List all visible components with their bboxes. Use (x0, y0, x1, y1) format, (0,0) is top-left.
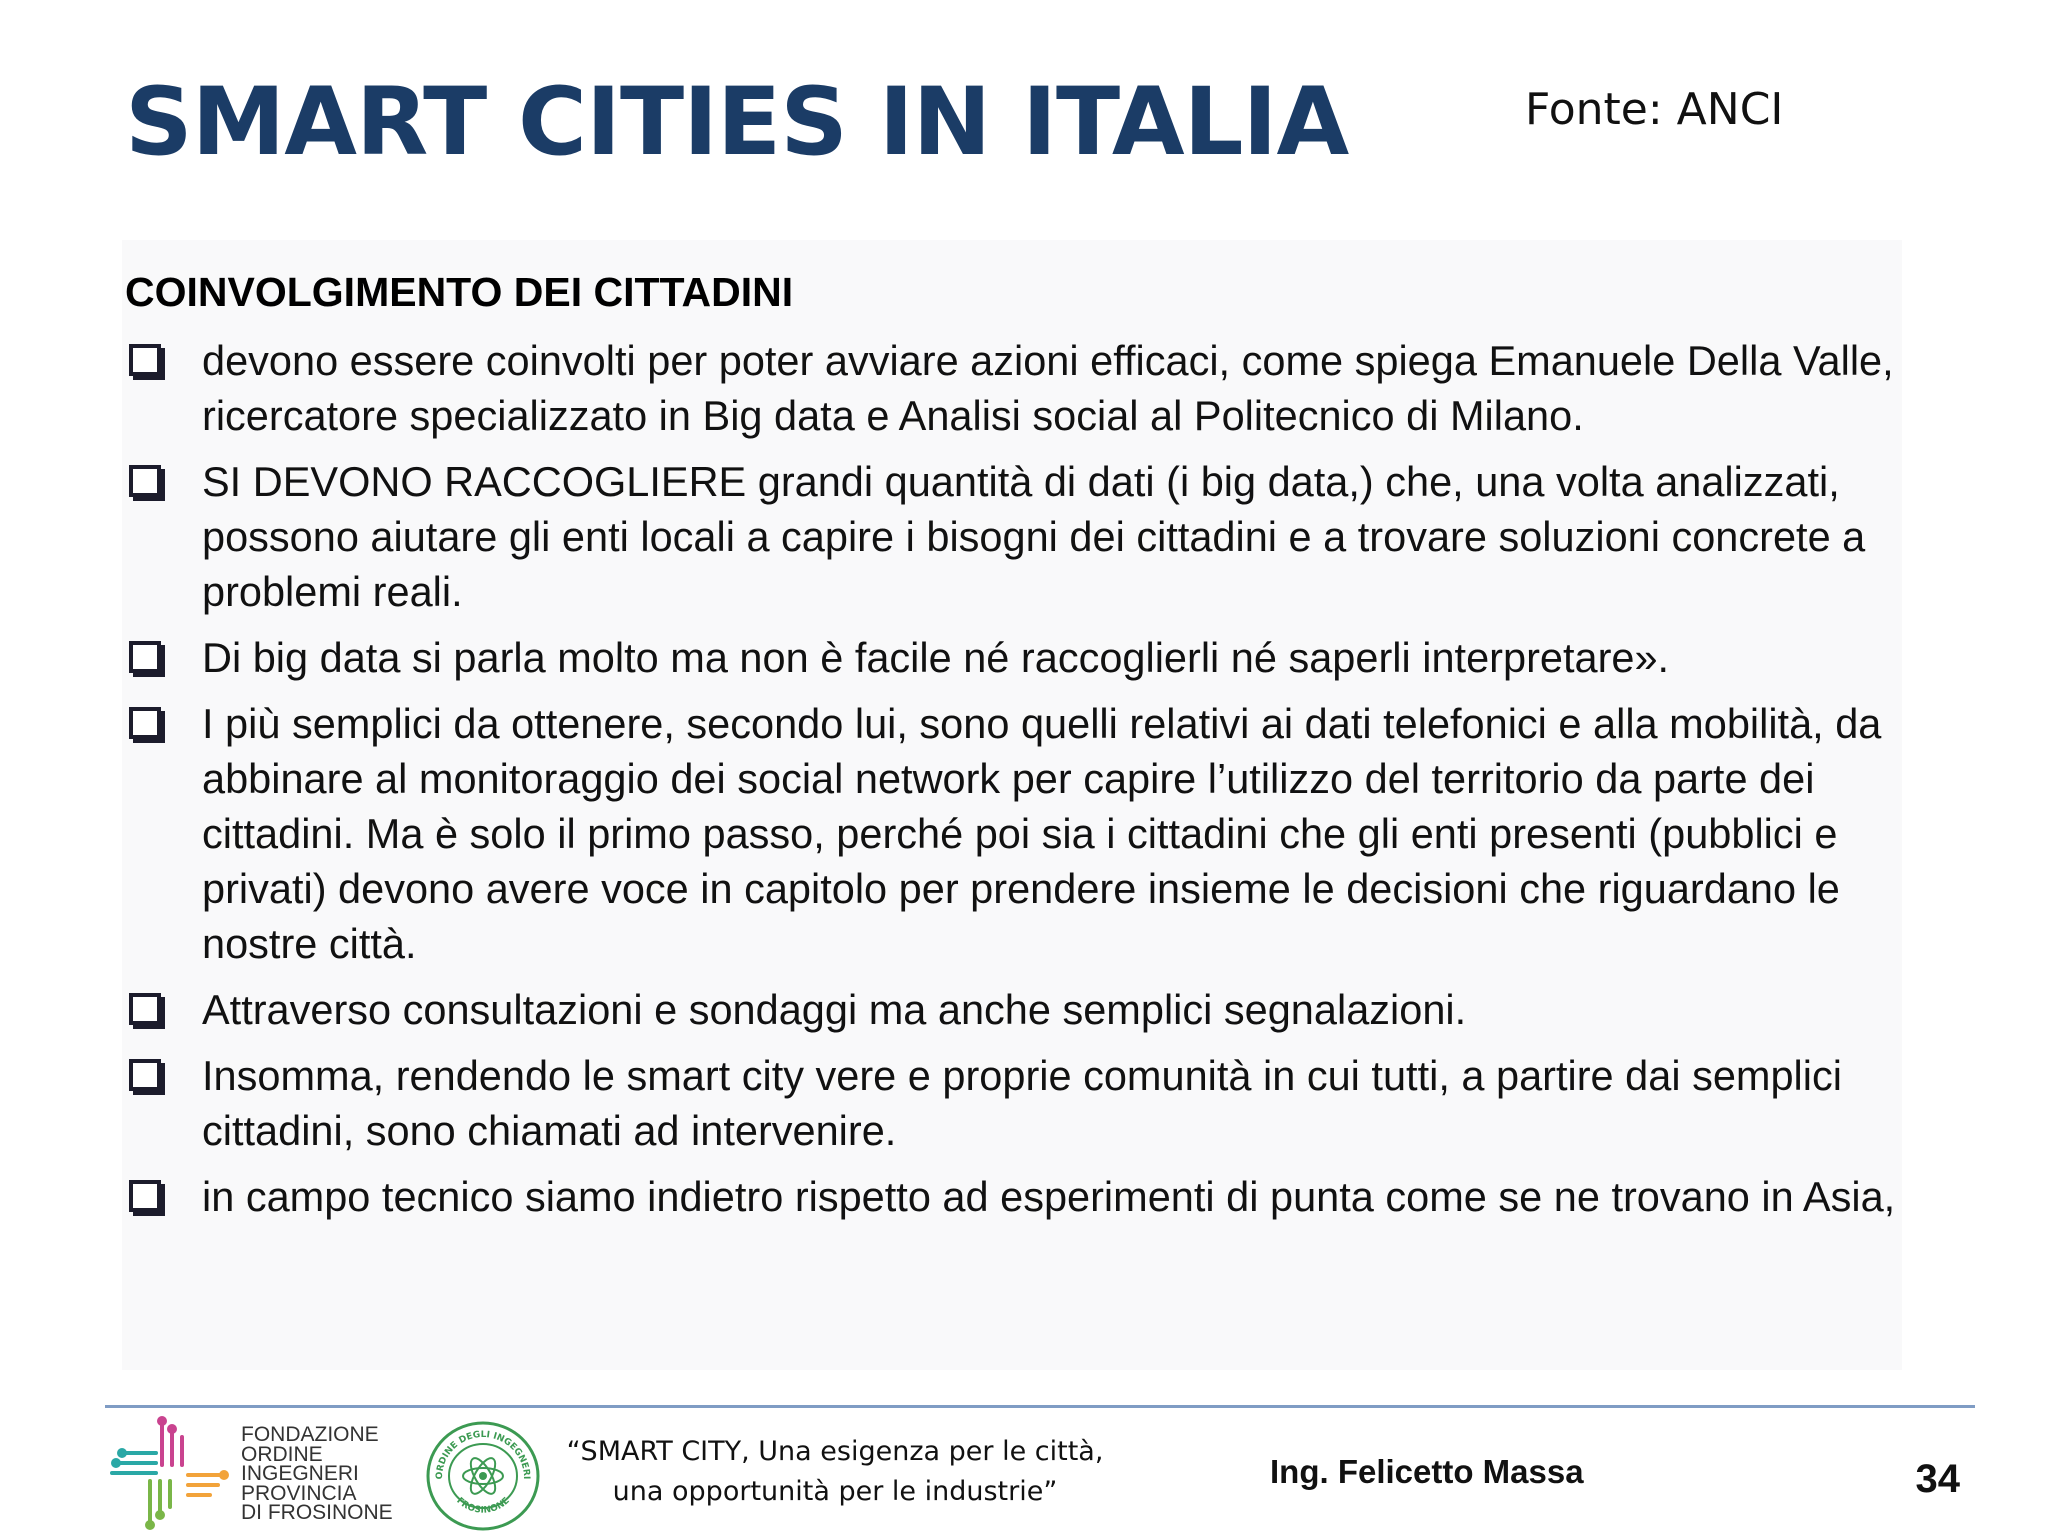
source-label: Fonte: ANCI (1525, 84, 1784, 135)
slide-title: SMART CITIES IN ITALIA (125, 68, 1349, 177)
bullet-text: Insomma, rendendo le smart city vere e proprie comunità in cui tutti, a partire dai semplici cittadini, sono chiamati ad intervenire. (202, 1052, 1842, 1154)
bullet-list (125, 333, 1925, 1235)
checkbox-icon (129, 1059, 161, 1091)
bullet-item (125, 1169, 1925, 1224)
checkbox-icon (129, 465, 161, 497)
bullet-item (125, 454, 1925, 619)
checkbox-icon (129, 1180, 161, 1212)
bullet-item (125, 333, 1925, 443)
bullet-item (125, 982, 1925, 1037)
footer-quote (545, 1432, 1125, 1512)
checkbox-icon (129, 641, 161, 673)
checkbox-icon (129, 707, 161, 739)
fondazione-logo-text: FONDAZIONE ORDINE INGEGNERI PROVINCIA DI FROSINONE (241, 1423, 393, 1524)
bullet-item (125, 1048, 1925, 1158)
fondazione-logo (110, 1415, 400, 1530)
ordine-ingegneri-seal-icon (424, 1420, 542, 1532)
circuit-logo-icon (110, 1415, 230, 1530)
bullet-item (125, 696, 1925, 971)
bullet-text: in campo tecnico siamo indietro rispetto ad esperimenti di punta come se ne trovano in Asia, (202, 1173, 1896, 1220)
bullet-item (125, 630, 1925, 685)
seal-text-top: ORDINE DEGLI INGEGNERI (434, 1429, 532, 1480)
checkbox-icon (129, 993, 161, 1025)
seal-text-bottom: FROSINONE (454, 1495, 512, 1516)
footer-quote-line: una opportunità per le industrie” (612, 1476, 1058, 1507)
author-name: Ing. Felicetto Massa (1270, 1453, 1584, 1490)
bullet-text: Attraverso consultazioni e sondaggi ma anche semplici segnalazioni. (202, 986, 1467, 1033)
page-number: 34 (1915, 1457, 1960, 1501)
footer-quote-line: “SMART CITY, Una esigenza per le città, (566, 1436, 1104, 1467)
footer-divider (105, 1405, 1975, 1408)
section-heading: COINVOLGIMENTO DEI CITTADINI (125, 269, 794, 315)
bullet-text: I più semplici da ottenere, secondo lui, sono quelli relativi ai dati telefonici e alla mobilità, da abbinare al monitoraggio dei social network per capire l’utilizzo del territorio da parte dei cittadini. Ma è solo il primo passo, perché poi sia i cittadini che gli enti presenti (pubblici e privati) devono avere voce in capitolo per prendere insieme le decisioni che riguardano le nostre città. (202, 700, 1882, 967)
bullet-text: SI DEVONO RACCOGLIERE grandi quantità di dati (i big data,) che, una volta analizzati, possono aiutare gli enti locali a capire i bisogni dei cittadini e a trovare soluzioni concrete a problemi reali. (202, 458, 1866, 615)
bullet-text: devono essere coinvolti per poter avviare azioni efficaci, come spiega Emanuele Della Valle, ricercatore specializzato in Big data e Analisi social al Politecnico di Milano. (202, 337, 1894, 439)
checkbox-icon (129, 344, 161, 376)
bullet-text: Di big data si parla molto ma non è facile né raccoglierli né saperli interpretare». (202, 634, 1670, 681)
